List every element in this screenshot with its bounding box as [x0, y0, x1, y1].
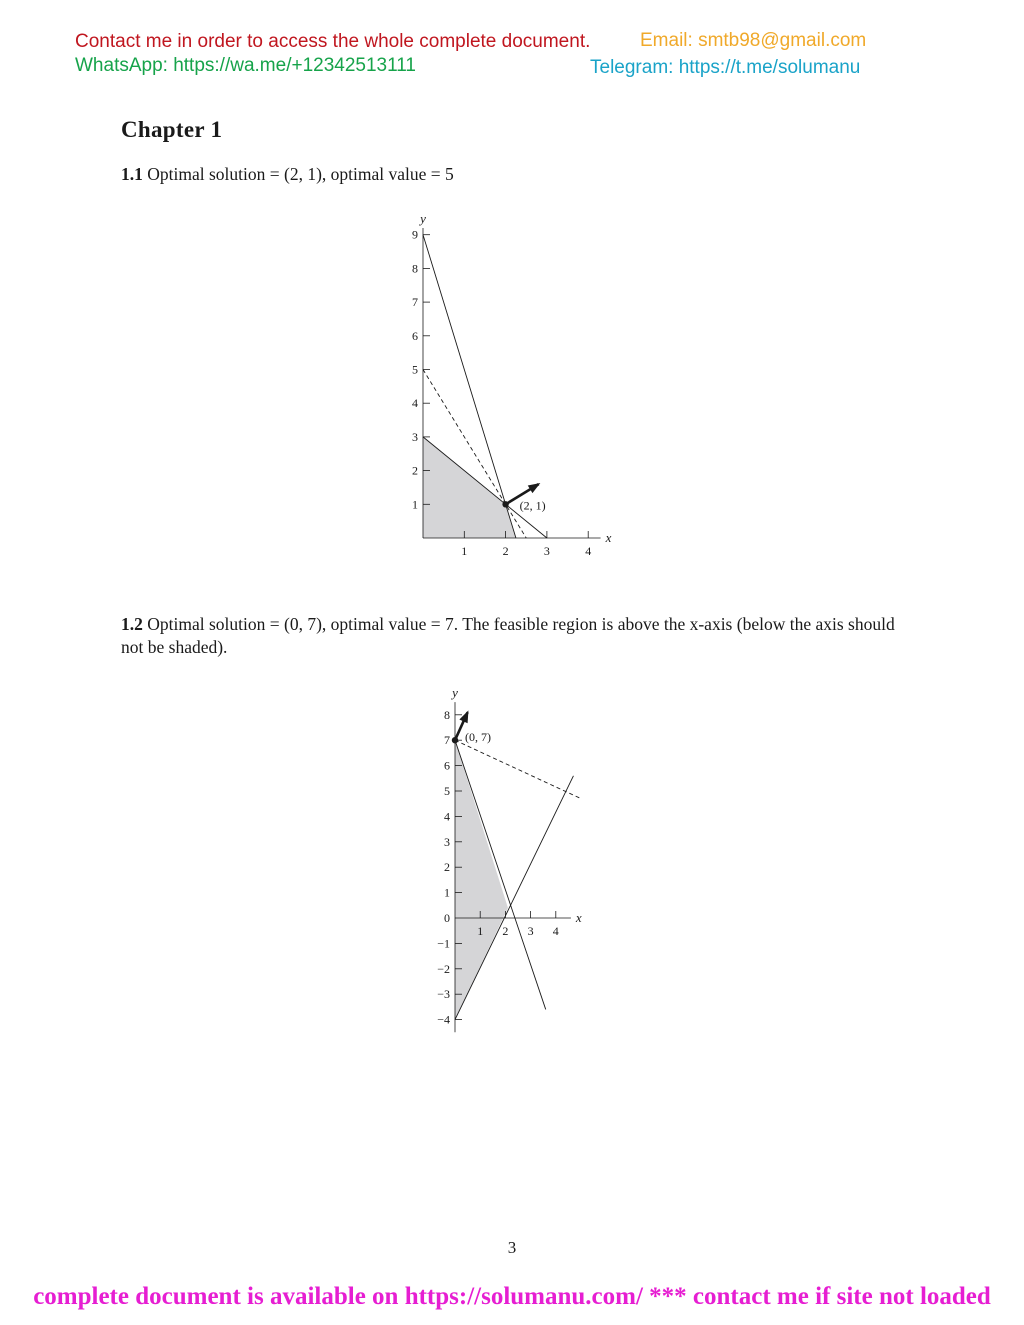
y-tick-label: 4 — [444, 809, 450, 824]
y-tick-label: −2 — [437, 961, 450, 976]
email-contact[interactable]: Email: smtb98@gmail.com — [640, 30, 867, 51]
y-tick-label: −1 — [437, 936, 450, 951]
y-tick-label: 0 — [444, 911, 450, 925]
gradient-arrowhead — [528, 483, 541, 493]
x-tick-label: 2 — [502, 924, 509, 938]
y-tick-label: 2 — [444, 860, 450, 875]
problem-1-1 — [121, 163, 906, 186]
y-tick-label: 1 — [444, 885, 450, 900]
y-tick-label: 5 — [444, 784, 450, 798]
y-tick-label: 7 — [444, 733, 450, 748]
y-axis-label: y — [452, 685, 458, 701]
x-tick-label: 3 — [543, 544, 550, 558]
figure-1-1-graph — [380, 200, 640, 570]
optimal-point-label: (2, 1) — [519, 498, 546, 513]
y-axis-label: y — [420, 210, 426, 226]
x-tick-label: 3 — [527, 924, 534, 938]
y-tick-label: 8 — [444, 707, 450, 722]
y-tick-label: −4 — [437, 1012, 450, 1027]
feasible-region — [455, 740, 508, 1019]
y-tick-label: 2 — [412, 463, 418, 478]
problem-number: 1.2 — [121, 614, 143, 634]
y-tick-label: 3 — [444, 834, 450, 849]
y-tick-label: −3 — [437, 987, 450, 1002]
x-tick-label: 1 — [477, 924, 484, 938]
y-tick-label: 9 — [412, 227, 418, 242]
contact-notice: Contact me in order to access the whole complete document. — [75, 31, 591, 52]
y-tick-label: 8 — [412, 261, 418, 276]
x-tick-label: 1 — [461, 544, 468, 558]
x-tick-label: 2 — [502, 544, 509, 558]
optimal-point — [452, 737, 458, 743]
y-tick-label: 5 — [412, 362, 418, 377]
y-tick-label: 4 — [412, 396, 418, 411]
y-tick-label: 7 — [412, 295, 418, 310]
whatsapp-contact[interactable]: WhatsApp: https://wa.me/+12342513111 — [75, 55, 416, 76]
x-tick-label: 4 — [552, 924, 559, 938]
problem-text: Optimal solution = (0, 7), optimal value = 7. The feasible region is above the x-axis (below the axis should not be shaded). — [121, 614, 895, 657]
footer-banner[interactable]: complete document is available on https://solumanu.com/ *** contact me if site not loaded — [33, 1283, 991, 1310]
objective-line — [455, 740, 581, 798]
problem-text: Optimal solution = (2, 1), optimal value = 5 — [147, 164, 454, 184]
feasible-region — [423, 437, 516, 538]
y-tick-label: 1 — [412, 497, 418, 512]
telegram-contact[interactable]: Telegram: https://t.me/solumanu — [590, 57, 861, 78]
y-tick-label: 3 — [412, 429, 418, 444]
gradient-arrowhead — [459, 710, 468, 723]
x-axis-label: x — [575, 910, 582, 925]
problem-number: 1.1 — [121, 164, 143, 184]
y-tick-label: 6 — [444, 758, 450, 773]
y-tick-label: 6 — [412, 328, 418, 343]
problem-1-2 — [121, 613, 906, 659]
x-axis-label: x — [605, 530, 612, 545]
figure-1-2-graph — [420, 675, 620, 1045]
page-number: 3 — [507, 1238, 517, 1257]
chapter-title: Chapter 1 — [121, 117, 223, 142]
optimal-point — [502, 501, 508, 507]
x-tick-label: 4 — [585, 544, 592, 558]
optimal-point-label: (0, 7) — [465, 730, 491, 745]
